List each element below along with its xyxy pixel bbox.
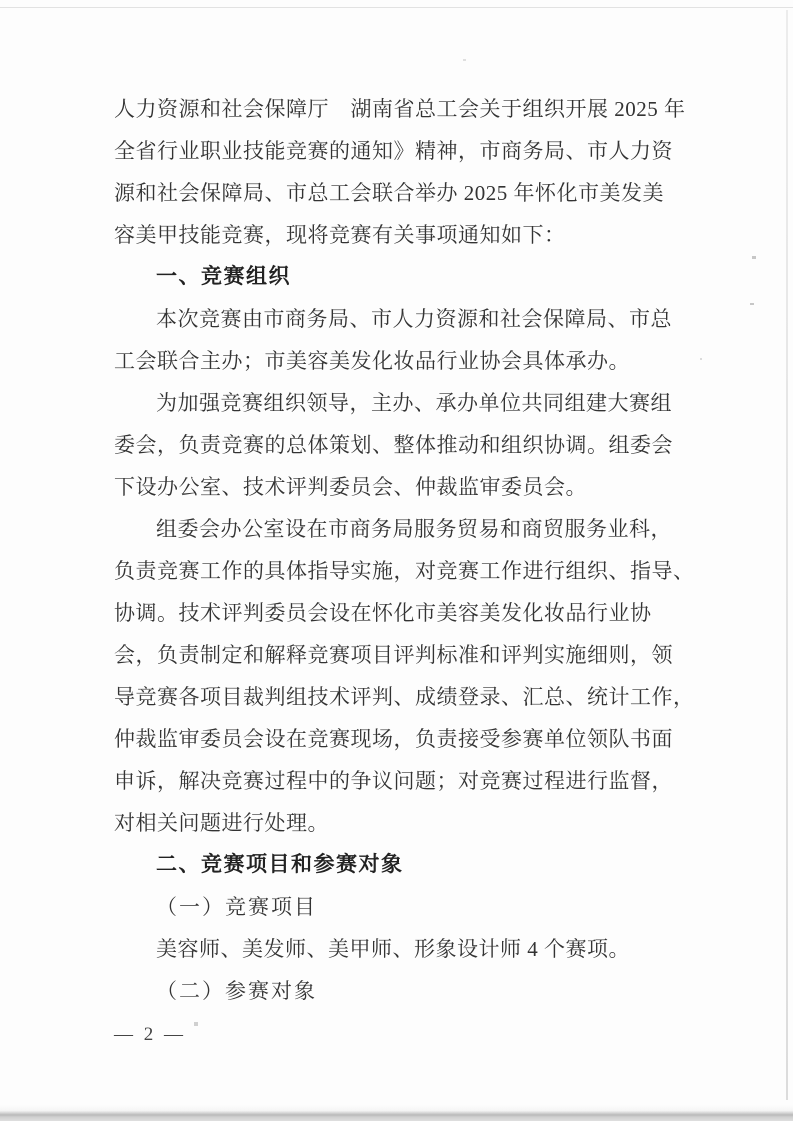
section-1-para-3-line-4: 会，负责制定和解释竞赛项目评判标准和评判实施细则，领	[114, 643, 673, 667]
intro-line-1: 人力资源和社会保障厅 湖南省总工会关于组织开展 2025 年	[114, 97, 686, 121]
section-1-para-3-line-7: 申诉，解决竞赛过程中的争议问题；对竞赛过程进行监督，	[114, 769, 673, 793]
scan-speck	[463, 59, 466, 61]
intro-line-3: 源和社会保障局、市总工会联合举办 2025 年怀化市美发美	[114, 181, 664, 205]
section-2-heading: 二、竞赛项目和参赛对象	[156, 853, 404, 876]
section-1-para-2-line-2: 委会，负责竞赛的总体策划、整体推动和组织协调。组委会	[114, 433, 673, 457]
scan-speck	[194, 1022, 198, 1026]
page-bottom-shadow	[0, 1105, 793, 1121]
section-1-para-2-line-3: 下设办公室、技术评判委员会、仲裁监审委员会。	[114, 475, 587, 499]
scan-speck	[750, 303, 754, 305]
page-right-edge	[786, 10, 788, 1100]
scan-speck	[700, 358, 702, 360]
intro-line-4: 容美甲技能竞赛，现将竞赛有关事项通知如下：	[114, 223, 566, 247]
intro-line-2: 全省行业职业技能竞赛的通知》精神，市商务局、市人力资	[114, 139, 673, 163]
section-2-sub-2-heading: （二）参赛对象	[156, 979, 317, 1003]
section-1-para-3-line-1: 组委会办公室设在市商务局服务贸易和商贸服务业科，	[156, 517, 672, 541]
document-body	[114, 88, 695, 1012]
section-1-para-2-line-1: 为加强竞赛组织领导，主办、承办单位共同组建大赛组	[156, 391, 672, 415]
section-1-para-3-line-5: 导竞赛各项目裁判组技术评判、成绩登录、汇总、统计工作，	[114, 685, 695, 709]
section-2-sub-1-paragraph: 美容师、美发师、美甲师、形象设计师 4 个赛项。	[156, 937, 630, 961]
section-1-heading: 一、竞赛组织	[156, 265, 291, 288]
section-1-para-3-line-8: 对相关问题进行处理。	[114, 811, 329, 835]
section-1-para-3-line-6: 仲裁监审委员会设在竞赛现场，负责接受参赛单位领队书面	[114, 727, 673, 751]
section-1-para-1-line-2: 工会联合主办；市美容美发化妆品行业协会具体承办。	[114, 349, 630, 373]
scan-speck	[752, 256, 756, 259]
section-1-para-3-line-2: 负责竞赛工作的具体指导实施，对竞赛工作进行组织、指导、	[114, 559, 695, 583]
section-2-sub-1-heading: （一）竞赛项目	[156, 895, 317, 919]
section-1-para-3-line-3: 协调。技术评判委员会设在怀化市美容美发化妆品行业协	[114, 601, 652, 625]
section-1-para-1-line-1: 本次竞赛由市商务局、市人力资源和社会保障局、市总	[156, 307, 672, 331]
page-top-edge	[0, 7, 793, 8]
page-number: — 2 —	[114, 1024, 186, 1045]
